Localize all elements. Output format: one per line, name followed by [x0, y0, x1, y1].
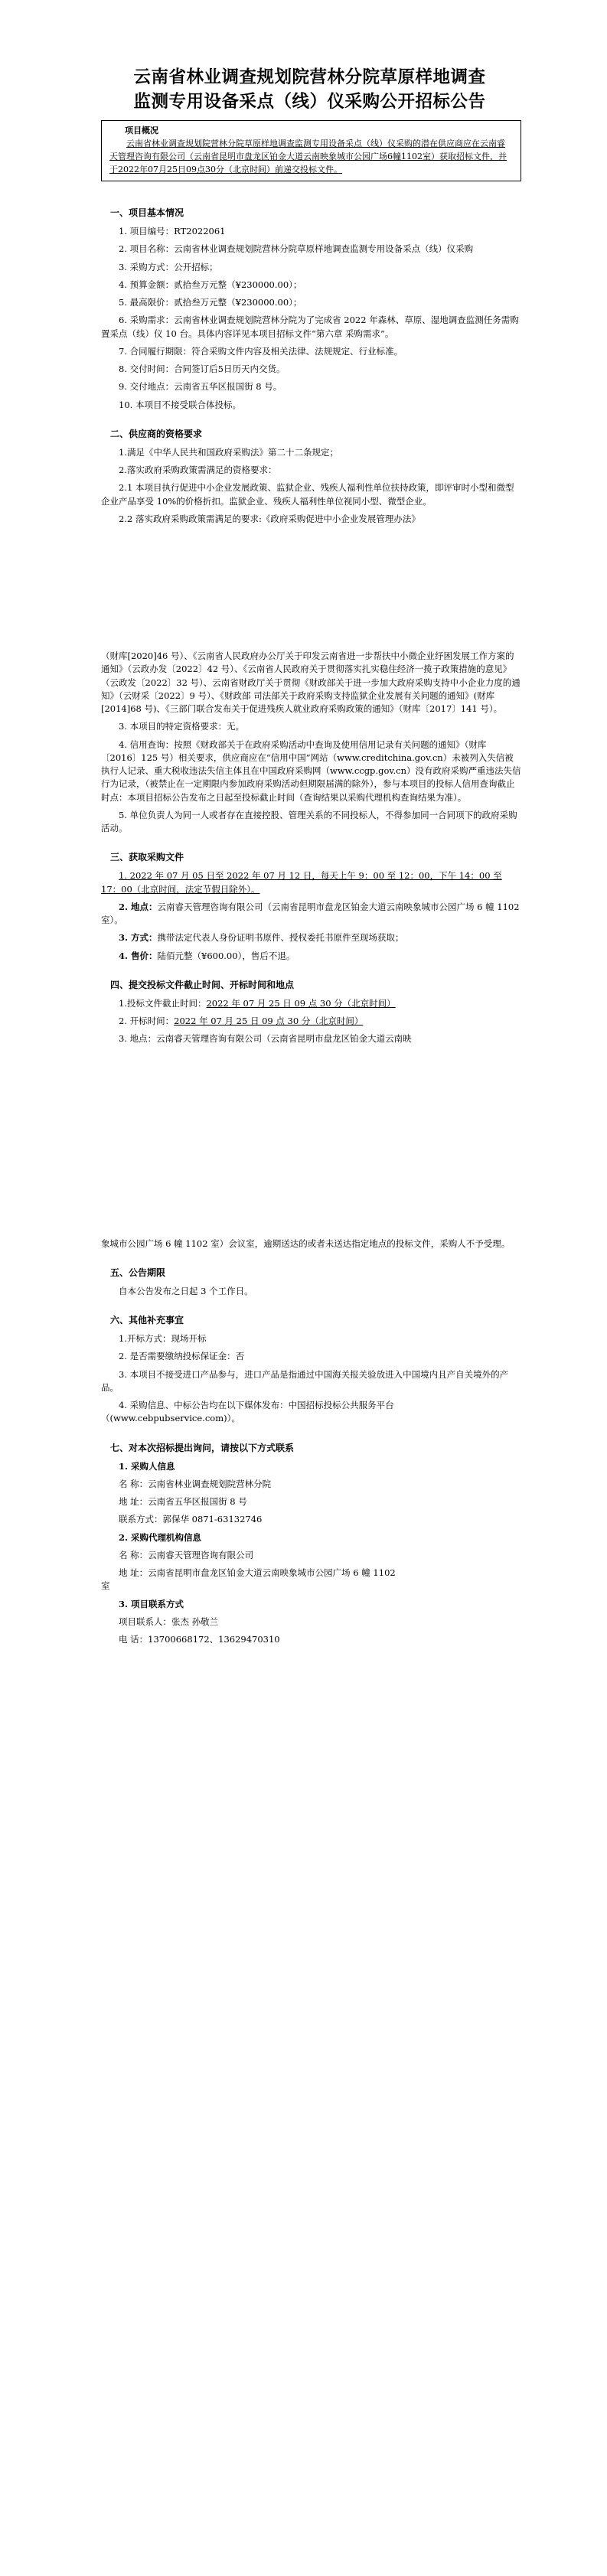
- section-heading: 五、公告期限: [110, 1267, 166, 1278]
- field-value: 云南睿天管理咨询有限公司: [148, 1549, 254, 1560]
- section-qualification: [101, 427, 521, 836]
- section-heading: 六、其他补充事宜: [110, 1315, 184, 1326]
- subheading: 2. 采购代理机构信息: [119, 1531, 202, 1543]
- overview-text: 云南省林业调查规划院营林分院草原样地调查监测专用设备采点（线）仪采购的潜在供应商应在云南睿天管理咨询有限公司（云南省昆明市盘龙区铂金大道云南映象城市公园广场6幢1102室）获取招标文件，并于2022年07月25日09点30分（北京时间）前递交投标文件。: [109, 139, 507, 175]
- subheading: 1. 采购人信息: [119, 1460, 175, 1472]
- field-label: 电 话：: [119, 1634, 148, 1645]
- field-label: 地 址：: [119, 1567, 148, 1579]
- paragraph: 自本公告发布之日起 3 个工作日。: [119, 1285, 253, 1296]
- section-heading: 四、提交投标文件截止时间、开标时间和地点: [110, 979, 295, 990]
- field-label: 名 称：: [119, 1549, 148, 1560]
- section-deadline: [101, 978, 521, 1251]
- paragraph: 2.1 本项目执行促进中小企业发展政策、监狱企业、残疾人福利性单位扶持政策，即评审时小型和微型企业产品享受 10%的价格折扣。监狱企业、残疾人福利性单位视同小型、微型企业。: [101, 482, 514, 507]
- field-label: 名 称：: [119, 1478, 148, 1489]
- field-value: 郭保华 0871-63132746: [162, 1514, 263, 1525]
- field-value: 携带法定代表人身份证明书原件、授权委托书原件至现场获取；: [157, 932, 404, 944]
- page-title: [83, 66, 537, 114]
- field-label: 项目联系人：: [119, 1616, 171, 1627]
- field-value: 张杰 孙敬兰: [171, 1616, 219, 1627]
- field-label: 联系方式：: [119, 1514, 163, 1525]
- section-obtain-documents: [101, 850, 521, 963]
- list-item: 2. 项目名称：云南省林业调查规划院营林分院草原样地调查监测专用设备采点（线）仪采购: [119, 243, 474, 255]
- paragraph: 1.满足《中华人民共和国政府采购法》第二十二条规定；: [119, 446, 338, 458]
- project-overview-box: [101, 120, 521, 181]
- field-value: 云南省昆明市盘龙区铂金大道云南映象城市公园广场 6 幢 1102: [148, 1567, 396, 1579]
- title-line-1: 云南省林业调查规划院营林分院草原样地调查: [133, 67, 486, 87]
- field-label: 2. 开标时间：: [119, 1016, 175, 1027]
- section-other-matters: [101, 1313, 521, 1426]
- field-value-continued: 室: [101, 1580, 110, 1592]
- paragraph: 1. 2022 年 07 月 05 日至 2022 年 07 月 12 日，每天上午 9：00 至 12：00，下午 14：00 至 17：00（北京时间，法定节假日除外）。: [101, 870, 502, 895]
- list-item: 4. 预算金额：贰拾叁万元整（¥230000.00）；: [119, 279, 302, 290]
- paragraph: 3. 本项目不接受进口产品参与，进口产品是指通过中国海关报关验放进入中国境内且产自关境外的产品。: [101, 1368, 509, 1393]
- field-label: 2. 地点：: [119, 901, 158, 912]
- field-value: 陆佰元整（¥600.00），售后不退。: [157, 950, 295, 961]
- paragraph: 4. 采购信息、中标公告均在以下媒体发布：中国招标投标公共服务平台（(www.cebpubservice.com)）。: [101, 1400, 394, 1424]
- paragraph: 3. 本项目的特定资格要求：无。: [119, 721, 245, 732]
- section-heading: 一、项目基本情况: [110, 207, 184, 219]
- list-item: 9. 交付地点：云南省五华区报国街 8 号。: [119, 381, 282, 393]
- field-label: 地 址：: [119, 1496, 148, 1508]
- paragraph: 2.落实政府采购政策需满足的资格要求：: [119, 465, 277, 476]
- section-heading: 三、获取采购文件: [110, 852, 184, 863]
- paragraph: 3. 地点：云南睿天管理咨询有限公司（云南省昆明市盘龙区铂金大道云南映: [119, 1033, 412, 1045]
- section-heading: 二、供应商的资格要求: [110, 428, 203, 439]
- section-contact: [101, 1441, 521, 1647]
- blank-space: [101, 530, 521, 650]
- blank-space: [101, 1051, 521, 1237]
- section-notice-period: [101, 1266, 521, 1298]
- paragraph: 4. 信用查询：按照《财政部关于在政府采购活动中查询及使用信用记录有关问题的通知》（财库〔2016〕125 号）相关要求，供应商应在“信用中国”网站（www.creditchina.gov.cn）未被列入失信被执行人记录、重大税收违法失信主体且在中国政府采购网（www.ccgp.gov.cn）没有政府采购严重违法失信行为记录，（被禁止在一定期限内参加政府采购活动但期限届满的除外），参与本项目的投标人信用查询截止时点：本项目招标公告发布之日起至投标截止时间（查询结果以采购代理机构查询结果为准）。: [101, 739, 521, 803]
- field-value: 13700668172、13629470310: [148, 1634, 280, 1645]
- field-label: 1.投标文件截止时间：: [119, 997, 207, 1009]
- field-label: 4. 售价：: [119, 950, 158, 961]
- section-heading: 七、对本次招标提出询问，请按以下方式联系: [110, 1442, 295, 1453]
- field-label: 3. 方式：: [119, 932, 158, 944]
- list-item: 1. 项目编号：RT2022061: [119, 226, 226, 237]
- paragraph: 2. 是否需要缴纳投标保证金：否: [119, 1351, 245, 1362]
- paragraph: 2.2 落实政府采购政策需满足的要求:《政府采购促进中小企业发展管理办法》: [119, 513, 420, 524]
- overview-heading: 项目概况: [125, 126, 158, 135]
- field-value: 云南省林业调查规划院营林分院: [148, 1478, 272, 1489]
- field-value: 2022 年 07 月 25 日 09 点 30 分（北京时间）: [174, 1016, 364, 1027]
- list-item: 5. 最高限价：贰拾叁万元整（¥230000.00）；: [119, 297, 302, 308]
- list-item: 6. 采购需求：云南省林业调查规划院营林分院为了完成省 2022 年森林、草原、湿地调查监测任务需购置采点（线）仪 10 台。具体内容详见本项目招标文件“第六章 采购需求”。: [101, 315, 519, 339]
- list-item: 10. 本项目不接受联合体投标。: [119, 399, 241, 410]
- list-item: 3. 采购方式：公开招标；: [119, 261, 218, 272]
- subheading: 3. 项目联系方式: [119, 1598, 184, 1609]
- section-basic-info: [101, 206, 521, 412]
- field-value: 云南省五华区报国街 8 号: [148, 1496, 247, 1508]
- field-value: 2022 年 07 月 25 日 09 点 30 分（北京时间）: [206, 997, 396, 1009]
- title-line-2: 监测专用设备采点（线）仪采购公开招标公告: [133, 91, 486, 112]
- paragraph: 象城市公园广场 6 幢 1102 室）会议室，逾期送达的或者未送达指定地点的投标文件，采购人不予受理。: [101, 1237, 511, 1249]
- list-item: 7. 合同履行期限：符合采购文件内容及相关法律、法规规定、行业标准。: [119, 345, 403, 357]
- paragraph: 1.开标方式：现场开标: [119, 1333, 207, 1345]
- field-value: 云南睿天管理咨询有限公司（云南省昆明市盘龙区铂金大道云南映象城市公园广场 6 幢 1102 室）。: [101, 901, 520, 926]
- paragraph: 5. 单位负责人为同一人或者存在直接控股、管理关系的不同投标人，不得参加同一合同项下的政府采购活动。: [101, 809, 517, 834]
- list-item: 8. 交付时间：合同签订后5日历天内交货。: [119, 364, 286, 375]
- paragraph: （财库[2020]46 号）、《云南省人民政府办公厅关于印发云南省进一步帮扶中小微企业纾困发展工作方案的通知》（云政办发〔2022〕42 号）、《云南省人民政府关于贯彻落实扎实稳住经济一揽子政策措施的意见》（云政发〔2022〕32 号）、云南省财政厅关于贯彻《财政部关于进一步加大政府采购支持中小企业力度的通知》（云财采〔2022〕9 号）、《财政部 司法部关于政府采购支持监狱企业发展有关问题的通知》(财库[2014]68 号)、《三部门联合发布关于促进残疾人就业政府采购政策的通知》（财库〔2017〕141 号）。: [101, 651, 521, 715]
